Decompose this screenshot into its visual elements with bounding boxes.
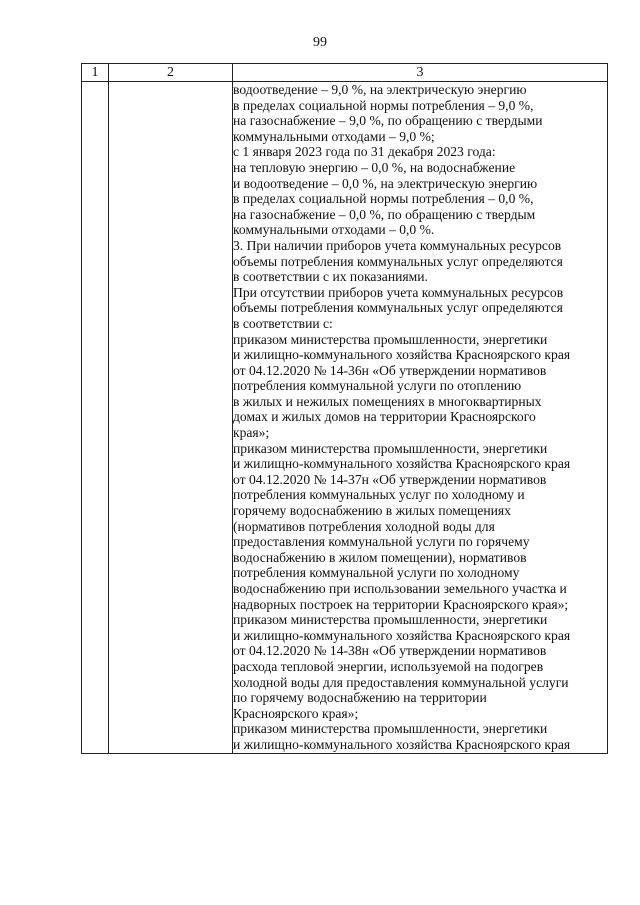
text-line: 3. При наличии приборов учета коммунальных ресурсов — [233, 237, 562, 253]
text-line: объемы потребления коммунальных услуг определяются — [233, 300, 563, 316]
text-line: горячему водоснабжению в жилых помещениях — [233, 503, 511, 519]
text-line: и жилищно-коммунального хозяйства Красноярского края — [233, 736, 571, 752]
column-header-1: 1 — [82, 64, 109, 82]
text-line: Красноярского края»; — [233, 705, 359, 721]
text-line: надворных построек на территории Красноярского края»; — [233, 596, 569, 612]
text-line: края»; — [233, 425, 270, 441]
text-line: по горячему водоснабжению на территории — [233, 690, 487, 706]
text-line: коммунальными отходами – 0,0 %. — [233, 222, 435, 238]
text-line: от 04.12.2020 № 14-36н «Об утверждении нормативов — [233, 362, 547, 378]
text-line: приказом министерства промышленности, энергетики — [233, 612, 548, 628]
text-line: и жилищно-коммунального хозяйства Красноярского края — [233, 347, 571, 363]
text-line: в соответствии с: — [233, 315, 333, 331]
text-line: приказом министерства промышленности, энергетики — [233, 331, 548, 347]
text-line: в соответствии с их показаниями. — [233, 269, 428, 285]
cell-column-3-text — [233, 82, 608, 754]
text-line: в пределах социальной нормы потребления – 9,0 %, — [233, 97, 534, 113]
text-line: потребления коммунальной услуги по отоплению — [233, 378, 522, 394]
cell-column-1 — [82, 82, 109, 754]
text-line: водоснабжению в жилом помещении), нормативов — [233, 549, 527, 565]
table-header-row — [82, 64, 608, 82]
text-line: и водоотведение – 0,0 %, на электрическую энергию — [233, 175, 538, 191]
text-line: При отсутствии приборов учета коммунальных ресурсов — [233, 284, 564, 300]
text-line: и жилищно-коммунального хозяйства Красноярского края — [233, 627, 571, 643]
column-header-3: 3 — [233, 64, 608, 82]
text-line: холодной воды для предоставления коммунальной услуги — [233, 674, 569, 690]
text-line: (нормативов потребления холодной воды для — [233, 518, 495, 534]
text-line: потребления коммунальной услуги по холодному — [233, 565, 520, 581]
text-line: коммунальными отходами – 9,0 %; — [233, 128, 435, 144]
text-line: и жилищно-коммунального хозяйства Красноярского края — [233, 456, 571, 472]
text-line: от 04.12.2020 № 14-38н «Об утверждении нормативов — [233, 643, 547, 659]
document-table — [81, 63, 608, 754]
text-line: на тепловую энергию – 0,0 %, на водоснабжение — [233, 159, 516, 175]
text-line: домах и жилых домов на территории Красноярского — [233, 409, 536, 425]
text-line: на газоснабжение – 0,0 %, по обращению с твердым — [233, 206, 536, 222]
page-number: 99 — [313, 35, 327, 50]
table-row — [82, 82, 608, 754]
text-line: с 1 января 2023 года по 31 декабря 2023 года: — [233, 144, 496, 160]
text-line: приказом министерства промышленности, энергетики — [233, 721, 548, 737]
cell-column-2 — [109, 82, 233, 754]
text-line: объемы потребления коммунальных услуг определяются — [233, 253, 563, 269]
text-line: водоснабжению при использовании земельного участка и — [233, 581, 567, 596]
text-line: приказом министерства промышленности, энергетики — [233, 440, 548, 456]
text-line: расхода тепловой энергии, используемой на подогрев — [233, 658, 544, 674]
text-line: водоотведение – 9,0 %, на электрическую энергию — [233, 82, 527, 97]
text-line: в пределах социальной нормы потребления – 0,0 %, — [233, 191, 534, 207]
text-line: на газоснабжение – 9,0 %, по обращению с твердыми — [233, 113, 543, 129]
text-line: потребления коммунальных услуг по холодному и — [233, 487, 525, 503]
column-header-2: 2 — [109, 64, 233, 82]
text-line: от 04.12.2020 № 14-37н «Об утверждении нормативов — [233, 471, 547, 487]
text-line: в жилых и нежилых помещениях в многоквартирных — [233, 393, 542, 409]
text-line: предоставления коммунальной услуги по горячему — [233, 534, 530, 550]
